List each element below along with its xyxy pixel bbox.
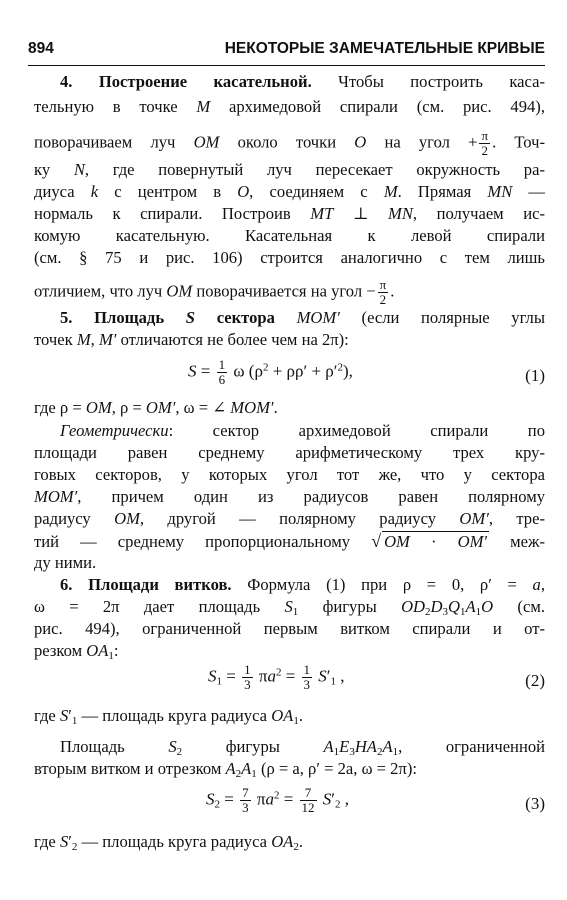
fraction: $\frac{\pi}{2}$ [481, 128, 489, 158]
paragraph-line: отличием, что луч OM поворачивается на угол − $\frac{\pi}{2}$ . [34, 277, 395, 307]
paragraph-line: площади равен среднему арифметическому трех кру- [34, 443, 545, 462]
paragraph-line: ω = 2π дает площадь $S_1$ фигуры $OD_2D_3Q_1A_1O$ (см. [34, 597, 545, 618]
paragraph-line: где $S'_1$ — площадь круга радиуса $OA_1$. [34, 706, 303, 727]
paragraph-line: 4. Построение касательной. Чтобы построить каса- [60, 72, 545, 91]
equation-3: $S_2$ = $\frac{7}{3}$ $\pi a^2$ = $\frac{7}{12}$ $S'_2$ , (3) [206, 785, 545, 815]
equation-2: $S_1$ = $\frac{1}{3}$ $\pi a^2$ = $\frac{1}{3}$ $S'_1$ , (2) [208, 662, 545, 692]
section-heading: 5. Площадь S сектора [60, 308, 275, 327]
paragraph-line: где $S'_2$ — площадь круга радиуса $OA_2$. [34, 832, 303, 853]
paragraph-line: радиусу OM, другой — полярному радиусу OM′, тре- [34, 509, 545, 528]
paragraph-line: резком $OA_1$: [34, 641, 119, 662]
paragraph-line: 5. Площадь S сектора MOM′ (если полярные углы [60, 308, 545, 327]
header-rule [28, 65, 545, 66]
equation-1: S = $\frac{1}{6}$ ω $(\rho^2 + \rho\rho' + \rho'^2)$, (1) [188, 357, 545, 387]
equation-number: (2) [525, 671, 545, 690]
paragraph-line: Геометрически: сектор архимедовой спирали по [60, 421, 545, 440]
equation-number: (1) [525, 366, 545, 385]
running-header [28, 38, 545, 64]
paragraph-line: тельную в точке M архимедовой спирали (см. рис. 494), [34, 97, 545, 116]
paragraph-line: (см. § 75 и рис. 106) строится аналогично с тем лишь [34, 248, 545, 267]
paragraph-line: нормаль к спирали. Построив MT ⊥ MN, получаем ис- [34, 204, 545, 223]
paragraph-line: 6. Площади витков. Формула (1) при ρ = 0, ρ′ = a, [60, 575, 545, 594]
paragraph-line: где ρ = OM, ρ = OM′, ω = ∠ MOM′. [34, 398, 278, 417]
paragraph-line: точек M, M′ отличаются не более чем на 2π): [34, 330, 349, 349]
paragraph-line: ду ними. [34, 553, 97, 572]
paragraph-line: MOM′, причем один из радиусов равен полярному [34, 487, 545, 506]
section-heading: 6. Площади витков. [60, 575, 232, 594]
page-number: 894 [28, 40, 54, 57]
paragraph-line: говых секторов, у которых угол тот же, что у сектора [34, 465, 545, 484]
paragraph-line: ку N, где повернутый луч пересекает окружность ра- [34, 160, 545, 179]
paragraph-line: диуса k с центром в O, соединяем с M. Прямая MN — [34, 182, 545, 201]
paragraph-line: рис. 494), ограниченной первым витком спирали и от- [34, 619, 545, 638]
running-title: НЕКОТОРЫЕ ЗАМЕЧАТЕЛЬНЫЕ КРИВЫЕ [224, 40, 545, 57]
section-heading: 4. Построение касательной. [60, 72, 312, 91]
paragraph-line: Площадь $S_2$ фигуры $A_1E_3HA_2A_1$, ограниченной [60, 737, 545, 758]
equation-number: (3) [525, 794, 545, 813]
paragraph-line: тий — среднему пропорциональному √ OM · OM′ меж- [34, 531, 545, 551]
paragraph-line: комую касательную. Касательная к левой спирали [34, 226, 545, 245]
paragraph-line: поворачиваем луч OM около точки O на угол + $\frac{\pi}{2}$ . Точ- [34, 128, 546, 158]
fraction: $\frac{\pi}{2}$ [379, 277, 387, 307]
paragraph-line: вторым витком и отрезком $A_2A_1$ (ρ = a, ρ′ = 2a, ω = 2π): [34, 759, 417, 780]
